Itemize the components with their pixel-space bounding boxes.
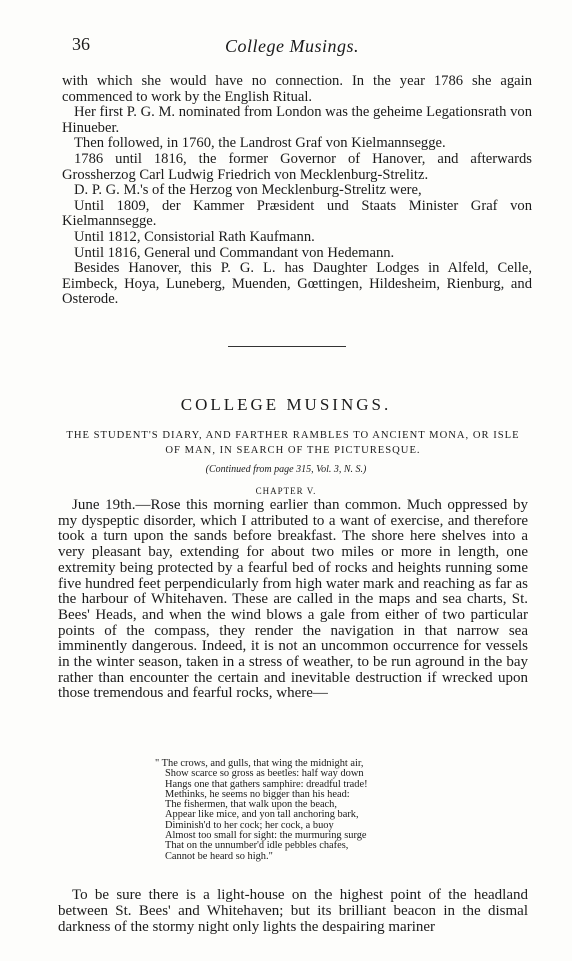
previous-article-text xyxy=(62,74,532,308)
body-paragraph: June 19th.—Rose this morning earlier than common. Much oppressed by my dyspeptic disorder, which I attributed to a want of exercise, and therefore took a turn upon the sands before breakfast. The shore here shelves into a very pleasant bay, extending for about two miles or more in length, one extremity being protected by a fearful bed of rocks and heights running some five hundred feet perpendicularly from high water mark and reaching as far as the harbour of Whitehaven. These are called in the maps and sea charts, St. Bees' Heads, and when the wind blows a gale from either of two particular points of the compass, they render the navigation in that narrow sea imminently dangerous. Indeed, it is not an uncommon occurrence for vessels in the winter season, taken in a stress of weather, to be run aground in the bay rather than encounter the certain and inevitable destruction if wrecked upon those tremendous and fearful rocks, where— xyxy=(58,497,528,702)
continuation-note: (Continued from page 315, Vol. 3, N. S.) xyxy=(205,464,367,475)
verse-line: Show scarce so gross as beetles: half way down xyxy=(165,768,364,780)
paragraph: Then followed, in 1760, the Landrost Graf von Kielmannsegge. xyxy=(74,135,446,152)
verse-line: Hangs one that gathers samphire: dreadful trade! xyxy=(165,778,368,790)
verse-quotation xyxy=(155,759,455,862)
paragraph: D. P. G. M.'s of the Herzog von Mecklenburg-Strelitz were, xyxy=(74,182,422,199)
paragraph: Until 1816, General und Commandant von Hedemann. xyxy=(74,244,395,261)
paragraph: with which she would have no connection. In the year 1786 she again commenced to work by the English Ritual. xyxy=(62,73,532,105)
section-divider xyxy=(228,346,346,347)
paragraph: Until 1809, der Kammer Præsident und Staats Minister Graf von Kielmannsegge. xyxy=(62,197,532,230)
article-title: COLLEGE MUSINGS. xyxy=(180,395,392,414)
verse-line: " The crows, and gulls, that wing the midnight air, xyxy=(155,758,364,769)
closing-paragraph: To be sure there is a light-house on the highest point of the headland between St. Bees' and Whitehaven; but its brilliant beacon in the dismal darkness of the stormy night only lights the despairing mariner xyxy=(58,887,528,935)
verse-line: Methinks, he seems no bigger than his head: xyxy=(165,788,350,800)
article-subtitle: THE STUDENT'S DIARY, AND FARTHER RAMBLES TO ANCIENT MONA, OR ISLE OF MAN, IN SEARCH OF THE PICTURESQUE. xyxy=(66,430,520,456)
chapter-heading: CHAPTER V. xyxy=(255,486,317,496)
verse-line: That on the unnumber'd idle pebbles chafes, xyxy=(165,840,349,852)
paragraph: Her first P. G. M. nominated from London was the geheime Legationsrath von Hinueber. xyxy=(62,104,532,136)
page-number: 36 xyxy=(72,34,90,54)
verse-line: Almost too small for sight: the murmuring surge xyxy=(165,830,367,842)
paragraph: 1786 until 1816, the former Governor of Hanover, and afterwards Grossherzog Carl Ludwig Friedrich von Mecklenburg-Strelitz. xyxy=(62,150,532,183)
verse-line: Diminish'd to her cock; her cock, a buoy xyxy=(165,819,334,831)
verse-line: The fishermen, that walk upon the beach, xyxy=(165,799,337,811)
verse-line: Cannot be heard so high." xyxy=(165,850,273,862)
verse-line: Appear like mice, and yon tall anchoring bark, xyxy=(165,809,359,821)
running-title: College Musings. xyxy=(225,36,359,56)
running-header xyxy=(72,34,512,60)
paragraph: Besides Hanover, this P. G. L. has Daughter Lodges in Alfeld, Celle, Eimbeck, Hoya, Luneberg, Muenden, Gœttingen, Hildesheim, Rienburg, and Osterode. xyxy=(62,260,532,308)
paragraph: Until 1812, Consistorial Rath Kaufmann. xyxy=(74,228,315,245)
